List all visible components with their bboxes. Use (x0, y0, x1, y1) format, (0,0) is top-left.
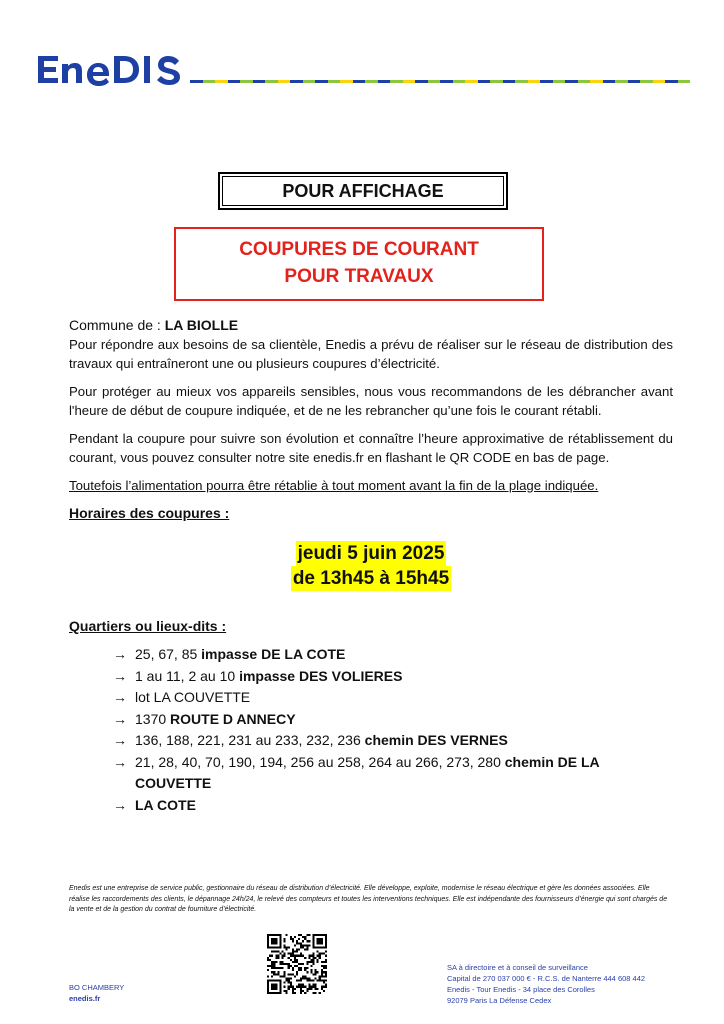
notice-content (69, 316, 673, 816)
location-numbers: 25, 67, 85 (135, 646, 202, 662)
line-segment (565, 80, 578, 83)
footer-legal-line: Enedis - Tour Enedis - 34 place des Corolles (447, 985, 595, 994)
schedule-heading: Horaires des coupures : (69, 505, 230, 521)
line-segment (278, 80, 291, 83)
line-segment (640, 80, 653, 83)
locations-list (113, 644, 673, 816)
line-segment (665, 80, 678, 83)
line-segment (240, 80, 253, 83)
line-segment (578, 80, 591, 83)
line-segment (603, 80, 616, 83)
line-segment (190, 80, 203, 83)
line-segment (515, 80, 528, 83)
line-segment (503, 80, 516, 83)
enedis-logo (36, 52, 188, 92)
qr-code-icon[interactable] (267, 934, 327, 994)
line-segment (540, 80, 553, 83)
location-item (113, 687, 673, 709)
location-numbers: lot LA COUVETTE (135, 689, 251, 705)
line-segment (478, 80, 491, 83)
location-numbers: 21, 28, 40, 70, 190, 194, 256 au 258, 264 au 266, 273, 280 (135, 753, 505, 770)
schedule-date: jeudi 5 juin 2025 (297, 543, 445, 564)
location-item (113, 752, 673, 795)
location-street: ROUTE D ANNECY (170, 710, 296, 727)
line-segment (228, 80, 241, 83)
logo-wordmark (36, 52, 188, 86)
line-segment (253, 80, 266, 83)
line-segment (628, 80, 641, 83)
main-title-line2: POUR TRAVAUX (284, 266, 434, 287)
paragraph-protect: Pour protéger au mieux vos appareils sensibles, nous vous recommandons de les débrancher avant l'heure de début de coupure indiquée, et de ne les rebrancher qu’une fois le courant rétabli. (69, 384, 673, 418)
location-numbers: 1 au 11, 2 au 10 (135, 667, 240, 684)
line-segment (265, 80, 278, 83)
line-segment (303, 80, 316, 83)
footer-legal (447, 962, 645, 1006)
arrow-right-icon: → (113, 710, 127, 727)
footer-left (69, 982, 124, 1004)
line-segment (403, 80, 416, 83)
arrow-right-icon: → (113, 646, 127, 662)
line-segment (290, 80, 303, 83)
line-segment (678, 80, 691, 83)
line-segment (340, 80, 353, 83)
footer-website[interactable]: enedis.fr (69, 994, 101, 1003)
arrow-right-icon: → (113, 753, 127, 770)
line-segment (415, 80, 428, 83)
arrow-right-icon: → (113, 732, 127, 748)
location-street: chemin DES VERNES (364, 732, 508, 748)
line-segment (590, 80, 603, 83)
line-segment (315, 80, 328, 83)
line-segment (615, 80, 628, 83)
location-item (113, 730, 673, 752)
line-segment (465, 80, 478, 83)
line-segment (528, 80, 541, 83)
schedule-time: de 13h45 à 15h45 (292, 568, 450, 589)
line-segment (353, 80, 366, 83)
line-segment (453, 80, 466, 83)
footer-legal-line: SA à directoire et à conseil de surveillance (447, 963, 588, 972)
line-segment (553, 80, 566, 83)
locations-heading: Quartiers ou lieux-dits : (69, 618, 227, 634)
location-item (113, 709, 673, 731)
line-segment (428, 80, 441, 83)
footer-legal-line: 92079 Paris La Défense Cedex (447, 996, 552, 1005)
location-numbers: 136, 188, 221, 231 au 233, 232, 236 (135, 732, 365, 748)
arrow-right-icon: → (113, 689, 127, 705)
arrow-right-icon: → (113, 667, 127, 684)
footer-legal-line: Capital de 270 037 000 € - R.C.S. de Nanterre 444 608 442 (447, 974, 646, 983)
line-segment (390, 80, 403, 83)
footer-office: BO CHAMBERY (69, 983, 125, 992)
line-segment (328, 80, 341, 83)
line-segment (490, 80, 503, 83)
main-title-line1: COUPURES DE COURANT (239, 239, 479, 261)
location-street: impasse DE LA COTE (201, 646, 346, 662)
location-item (113, 644, 673, 666)
footer-disclaimer: Enedis est une entreprise de service public, gestionnaire du réseau de distribution d’électricité. Elle développe, exploite, modernise le réseau électrique et gère les données associées. Elle réalise les raccordements des clients, le dépannage 24h/24, le relevé des compteurs et toutes les interventions techniques. Elle est indépendante des fournisseurs d’énergie qui sont chargés de la vente et de la gestion du contrat de fourniture d’électricité. (69, 885, 668, 913)
notice-restore: Toutefois l’alimentation pourra être rétablie à tout moment avant la fin de la plage indiquée. (69, 478, 599, 493)
line-segment (365, 80, 378, 83)
paragraph-follow: Pendant la coupure pour suivre son évolution et connaître l’heure approximative de rétablissement du courant, vous pouvez consulter notre site enedis.fr en flashant le QR CODE en bas de page. (69, 431, 673, 465)
location-numbers: 1370 (135, 710, 171, 727)
line-segment (440, 80, 453, 83)
location-item (113, 666, 673, 688)
display-notice-box (218, 172, 508, 210)
arrow-right-icon: → (113, 796, 127, 813)
line-segment (378, 80, 391, 83)
schedule-block (69, 541, 673, 591)
display-notice-label: POUR AFFICHAGE (282, 180, 444, 201)
location-street: chemin DE LA COUVETTE (135, 753, 600, 791)
main-title-box (174, 227, 544, 301)
commune-label: Commune de : (69, 317, 161, 333)
brand-color-line (190, 80, 690, 83)
line-segment (203, 80, 216, 83)
location-street: LA COTE (135, 796, 196, 813)
commune-line (69, 316, 673, 335)
paragraph-intro: Pour répondre aux besoins de sa clientèle, Enedis a prévu de réaliser sur le réseau de distribution des travaux qui entraîneront une ou plusieurs coupures d’électricité. (69, 337, 673, 371)
location-street: impasse DES VOLIERES (239, 667, 403, 684)
location-item (113, 795, 673, 817)
line-segment (215, 80, 228, 83)
line-segment (653, 80, 666, 83)
commune-name: LA BIOLLE (164, 317, 239, 333)
